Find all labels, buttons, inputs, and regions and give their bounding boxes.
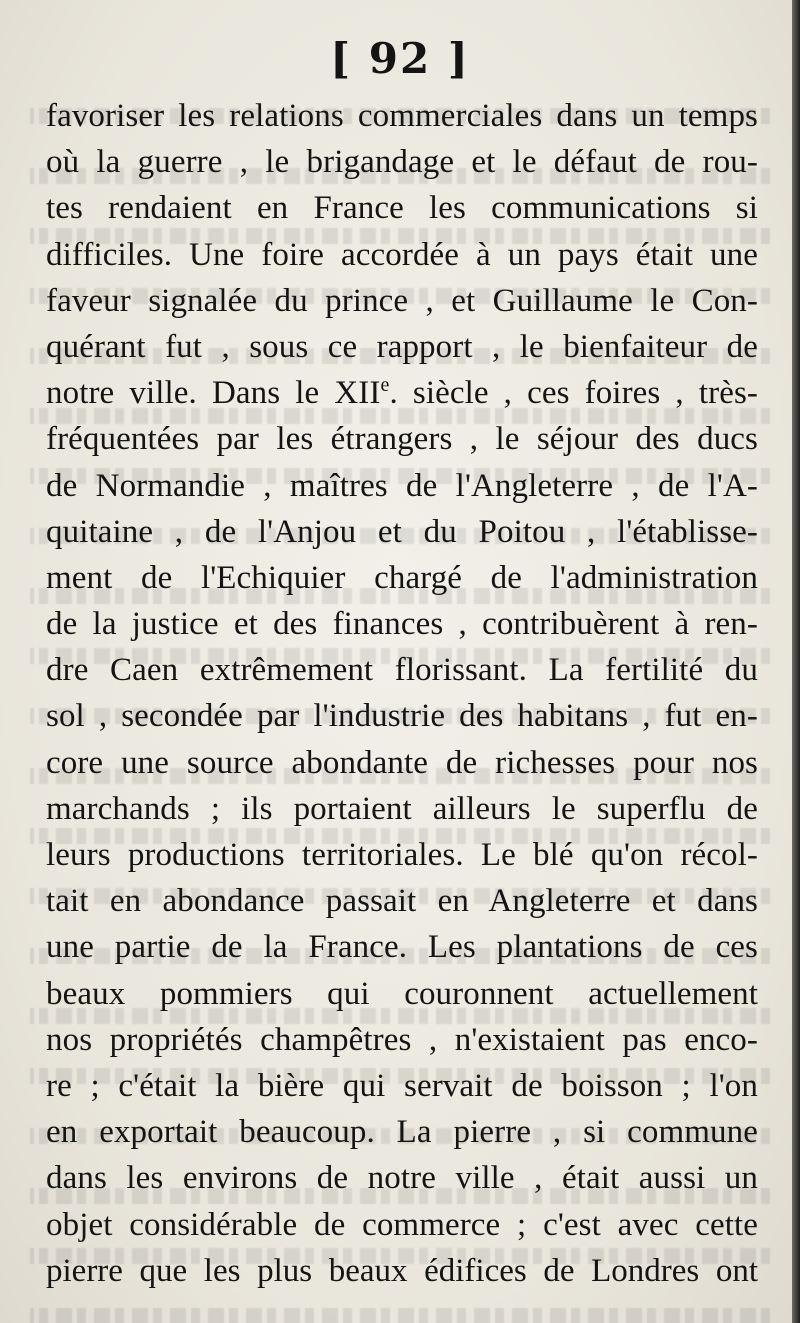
- text-line: nos propriétés champêtres , n'existaient pas enco-: [46, 1021, 758, 1058]
- text-line: en exportait beaucoup. La pierre , si commune: [46, 1114, 758, 1151]
- text-line: dre Caen extrêmement florissant. La fertilité du: [46, 652, 758, 689]
- text-line: notre ville. Dans le XIIe. siècle , ces foires , très-: [46, 374, 758, 412]
- text-line: tait en abondance passait en Angleterre et dans: [46, 883, 758, 920]
- text-line: leurs productions territoriales. Le blé qu'on récol-: [46, 837, 758, 873]
- text-line: pierre que les plus beaux édifices de Londres ont: [46, 1252, 758, 1289]
- text-line: faveur signalée du prince , et Guillaume le Con-: [46, 282, 758, 319]
- text-line: favoriser les relations commerciales dans un temps: [46, 98, 758, 134]
- text-line: où la guerre , le brigandage et le défaut de rou-: [46, 144, 758, 181]
- text-line: tes rendaient en France les communications si: [46, 190, 758, 227]
- text-line: objet considérable de commerce ; c'est avec cette: [46, 1206, 758, 1243]
- text-line: de la justice et des finances , contribuèrent à ren-: [46, 606, 758, 643]
- text-line: quérant fut , sous ce rapport , le bienfaiteur de: [46, 328, 758, 365]
- text-line: de Normandie , maîtres de l'Angleterre , de l'A-: [46, 467, 758, 504]
- text-line: core une source abondante de richesses pour nos: [46, 744, 758, 781]
- text-line: dans les environs de notre ville , était aussi un: [46, 1160, 758, 1197]
- page-number: [ 92 ]: [330, 34, 470, 83]
- text-line: sol , secondée par l'industrie des habitans , fut en-: [46, 698, 758, 735]
- text-line: fréquentées par les étrangers , le séjour des ducs: [46, 421, 758, 458]
- text-line: ment de l'Echiquier chargé de l'administration: [46, 559, 758, 596]
- text-line: marchands ; ils portaient ailleurs le superflu de: [46, 790, 758, 827]
- text-line: difficiles. Une foire accordée à un pays était une: [46, 236, 758, 273]
- page-edge-shadow: [792, 0, 800, 1323]
- text-line: une partie de la France. Les plantations de ces: [46, 929, 758, 966]
- text-line: beaux pommiers qui couronnent actuellement: [46, 975, 758, 1012]
- text-line: quitaine , de l'Anjou et du Poitou , l'établisse-: [46, 513, 758, 550]
- page-body: [46, 93, 758, 1294]
- text-line: re ; c'était la bière qui servait de boisson ; l'on: [46, 1067, 758, 1104]
